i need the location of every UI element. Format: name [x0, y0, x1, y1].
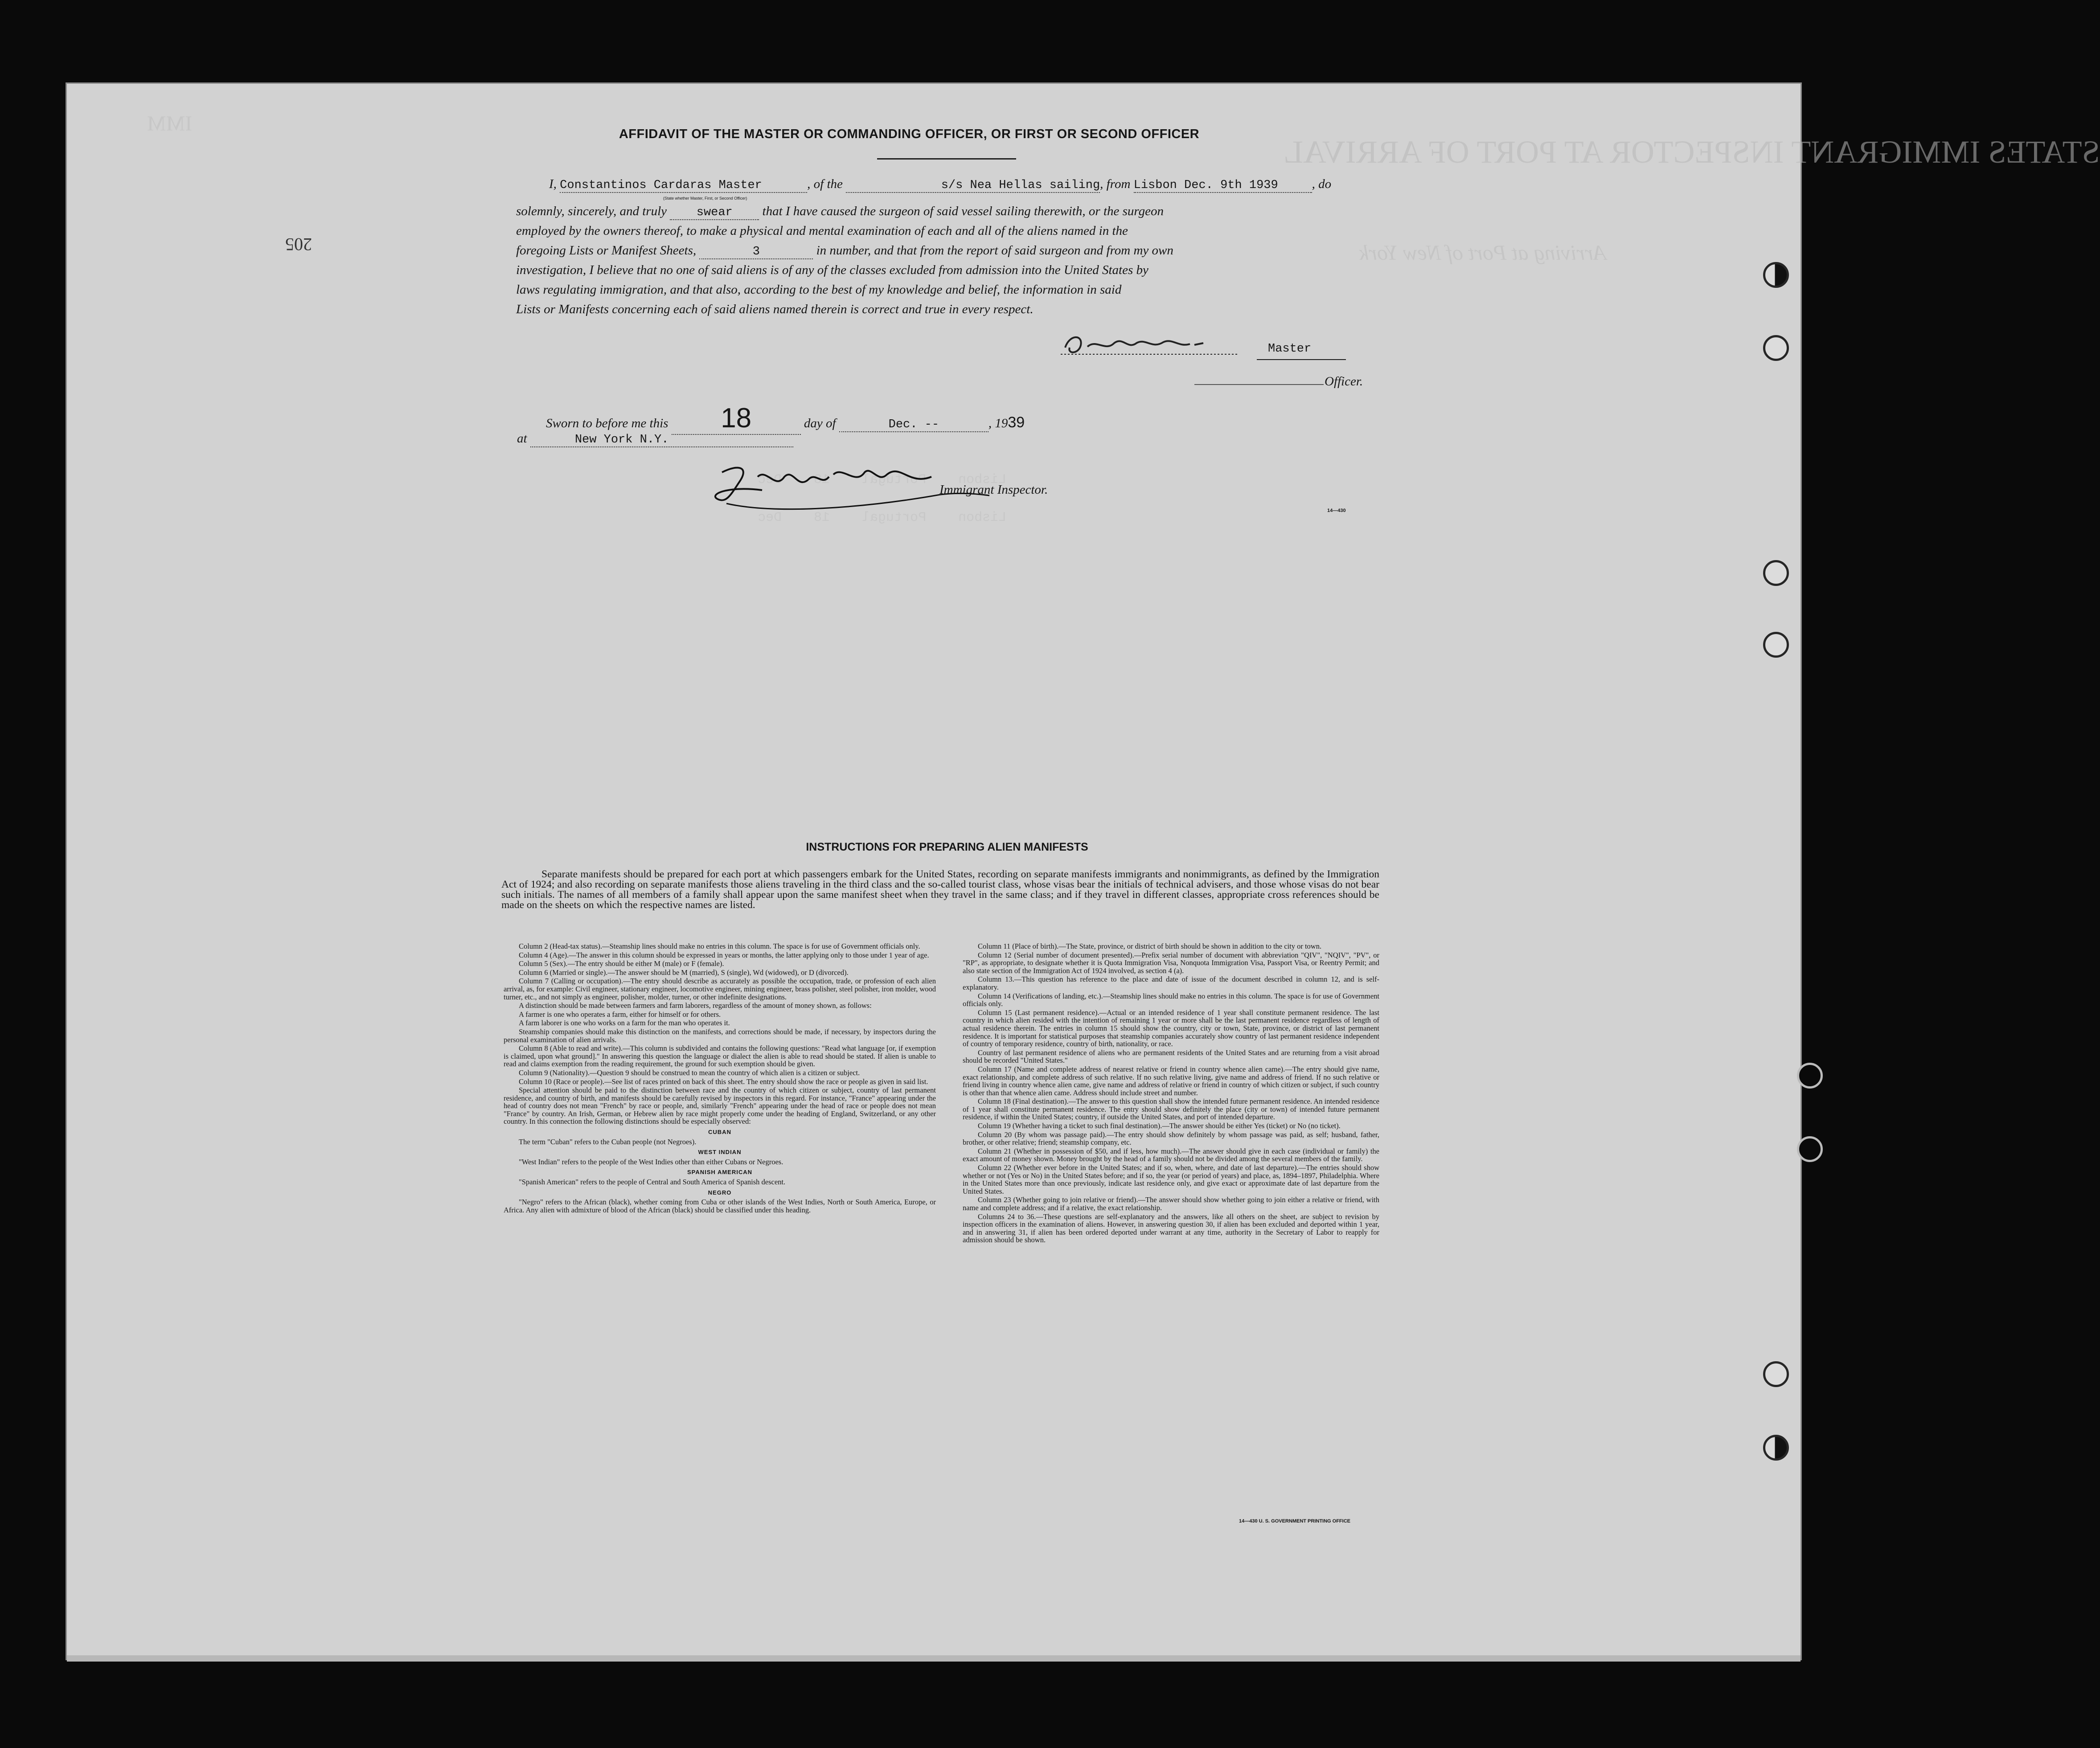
instruction-paragraph: Column 7 (Calling or occupation).—The entry should describe as accurately as possible the occupation, trade, or profession of each alien arrival, as, for example: Civil engineer, stationary engineer, locomotive engineer, mining engineer, brass polisher, steel polisher, iron molder, wood turner, etc., and not simply as engineer, polisher, molder, turner, or other indefinite designations.: [504, 977, 936, 1001]
instruction-paragraph: Column 21 (Whether in possession of $50, and if less, how much).—The answer should give in each case (individual or family) the exact amount of money shown. Money brought by the head of a family should not be divided among the several members of the family.: [963, 1146, 1379, 1163]
affidavit-line-4: foregoing Lists or Manifest Sheets, 3 in number, and that from the report of said surgeon and from my own: [516, 243, 1173, 258]
sheet-count-field: 3: [699, 245, 813, 259]
binder-hole: [1797, 1063, 1823, 1089]
officer-label: Officer.: [1325, 374, 1363, 389]
sworn-year: 39: [1008, 414, 1025, 431]
affidavit-form-number: 14—430: [1327, 508, 1346, 513]
bleedthrough-left-heading: IMM: [147, 112, 193, 135]
instruction-paragraph: Column 14 (Verifications of landing, etc.).—Steamship lines should make no entries in this column. The space is for use of Government officials only.: [963, 991, 1379, 1008]
instruction-paragraph: "Spanish American" refers to the people of Central and South America of Spanish descent.: [519, 1178, 786, 1187]
instruction-paragraph: Column 6 (Married or single).—The answer should be M (married), S (single), Wd (widowed), or D (divorced).: [519, 968, 849, 977]
instruction-paragraph: Column 13.—This question has reference to the place and date of issue of the document described in column 12, and is self-explanatory.: [963, 975, 1379, 991]
spanish-american-heading: SPANISH AMERICAN: [687, 1169, 752, 1176]
instruction-paragraph: Column 23 (Whether going to join relative or friend).—The answer should show whether going to join either a relative or friend, with name and complete address; and if a relative, the exact relationship.: [963, 1195, 1379, 1212]
binder-hole: [1763, 632, 1789, 658]
vessel-field: s/s Nea Hellas sailing: [846, 179, 1100, 193]
instruction-paragraph: Column 4 (Age).—The answer in this column should be expressed in years or months, the latter applying only to those under 1 year of age.: [519, 950, 929, 959]
instructions-left-column: [504, 942, 936, 1215]
instruction-paragraph: The term "Cuban" refers to the Cuban people (not Negroes).: [519, 1137, 697, 1146]
instruction-paragraph: "West Indian" refers to the people of the West Indies other than either Cubans or Negroes.: [519, 1157, 783, 1166]
cuban-heading: CUBAN: [708, 1129, 731, 1136]
instruction-paragraph: Column 20 (By whom was passage paid).—The entry should show definitely by whom passage was paid, as self; husband, father, brother, or other relative; friend; steamship company, etc.: [963, 1130, 1379, 1147]
instructions-title: INSTRUCTIONS FOR PREPARING ALIEN MANIFESTS: [806, 841, 1088, 853]
place-line: at New York N.Y.: [517, 431, 793, 447]
binder-hole: [1763, 262, 1789, 288]
instruction-paragraph: Special attention should be paid to the distinction between race and the country of which citizen or subject, country of last permanent residence, and country of birth, and manifests should be carefully revised by inspectors in this regard. For instance, "France" appearing under the head of country does not mean "French" by race or people, and, similarly "French" appearing under the head of race or people does not mean "France" by country. An Irish, German, or Hebrew alien by race might properly come under the heading of England, Switzerland, or any other country. In this connection the following distinctions should be especially observed:: [504, 1086, 936, 1126]
bleedthrough-heading: STATES IMMIGRANT INSPECTOR AT PORT OF ARRIVAL: [1284, 134, 2100, 170]
affidavit-title: AFFIDAVIT OF THE MASTER OR COMMANDING OFFICER, OR FIRST OR SECOND OFFICER: [619, 127, 1200, 141]
affidavit-line-3: employed by the owners thereof, to make a physical and mental examination of each and all of the aliens named in the: [516, 224, 1128, 238]
instructions-right-column: [963, 942, 1379, 1245]
stacked-page-edge: [67, 1655, 1801, 1662]
oath-field: swear: [670, 206, 759, 220]
sworn-month-field: Dec. --: [839, 418, 988, 432]
name-field-hint: (State whether Master, First, or Second Officer): [663, 196, 747, 201]
affidavit-line-7: Lists or Manifests concerning each of said aliens named therein is correct and true in every respect.: [516, 302, 1034, 316]
binder-hole: [1763, 560, 1789, 586]
sworn-day-field: 18: [672, 402, 801, 435]
binder-hole: [1797, 1136, 1823, 1162]
bleedthrough-subheading: Arriving at Port of New York: [1359, 241, 1607, 265]
instruction-paragraph: Column 9 (Nationality).—Question 9 should be construed to mean the country of which alien is a citizen or subject.: [519, 1068, 860, 1077]
binder-hole: [1763, 1435, 1789, 1461]
inspector-label: Immigrant Inspector.: [939, 483, 1048, 497]
master-signature: [1056, 330, 1243, 361]
officer-line: [1194, 384, 1324, 385]
signature-title: Master: [1268, 342, 1312, 356]
binder-hole: [1763, 335, 1789, 361]
sworn-line: Sworn to before me this 18 day of Dec. -- , 1939: [546, 402, 1025, 435]
instruction-paragraph: Column 5 (Sex).—The entry should be either M (male) or F (female).: [519, 959, 724, 968]
instruction-paragraph: Country of last permanent residence of aliens who are permanent residents of the United States and are returning from a visit abroad should be recorded "United States.": [963, 1048, 1379, 1065]
instruction-paragraph: Columns 24 to 36.—These questions are self-explanatory and the answers, like all others on the sheet, are subject to revision by inspection officers in the examination of aliens. However, in answering question 30, if alien has been excluded and deported within 1 year, and in answering 31, if alien has been ordered deported under warrant at any time, authority in the Secretary of Labor to reapply for admission should be shown.: [963, 1212, 1379, 1244]
instruction-paragraph: A distinction should be made between farmers and farm laborers, regardless of the amount of money shown, as follows:: [519, 1001, 872, 1010]
affidavit-line-1: I, Constantinos Cardaras Master , of the s/s Nea Hellas sailing, from Lisbon Dec. 9th 1939 , do: [549, 177, 1332, 192]
instruction-paragraph: Column 2 (Head-tax status).—Steamship lines should make no entries in this column. The space is for use of Government officials only.: [519, 942, 920, 950]
west-indian-heading: WEST INDIAN: [698, 1149, 742, 1156]
instruction-paragraph: "Negro" refers to the African (black), whether coming from Cuba or other islands of the West Indies, North or South America, Europe, or Africa. Any alien with admixture of blood of the African (black) should be classified under this heading.: [504, 1198, 936, 1214]
binder-hole: [1763, 1361, 1789, 1387]
instruction-paragraph: Column 11 (Place of birth).—The State, province, or district of birth should be shown in addition to the city or town.: [978, 942, 1322, 950]
instruction-paragraph: Steamship companies should make this distinction on the manifests, and corrections should be made, if necessary, by inspectors during the personal examination of alien arrivals.: [504, 1027, 936, 1044]
margin-mark: 205: [285, 234, 312, 254]
negro-heading: NEGRO: [708, 1189, 732, 1196]
instructions-intro: Separate manifests should be prepared for each port at which passengers embark for the United States, recording on separate manifests immigrants and nonimmigrants, as defined by the Immigration Act of 1924; and also recording on separate manifests those aliens traveling in the third class and the so-called tourist class, whose visas bear the initials of technical advisers, and those whose visas do not bear such initials. The names of all members of a family shall appear upon the same manifest sheet when they travel in the same class; and if they travel in different classes, appropriate cross references should be made on the sheets on which the respective names are listed.: [501, 868, 1379, 911]
affidavit-line-2: solemnly, sincerely, and truly swear that I have caused the surgeon of said vessel sailing therewith, or the surgeon: [516, 204, 1164, 219]
instruction-paragraph: Column 22 (Whether ever before in the United States; and if so, when, where, and date of last departure).—The entries should show whether or not (Yes or No) in the United States before; and if so, the year (or period of years) and place, as, 1894–1897, Philadelphia. Where in the United States more than once previously, indicate last residence only, and give exact or approximate date of last departure from the United States.: [963, 1163, 1379, 1195]
instruction-paragraph: Column 18 (Final destination).—The answer to this question shall show the intended future permanent residence. An intended residence of 1 year shall constitute permanent residence. The entry should show definitely the place (city or town) of intended future permanent residence, if within the United States; country, if outside the United States, and port of intended departure.: [963, 1097, 1379, 1122]
instruction-paragraph: Column 10 (Race or people).—See list of races printed on back of this sheet. The entry should show the race or people as given in said list.: [519, 1077, 928, 1086]
signature-line: [1257, 359, 1346, 360]
instruction-paragraph: Column 15 (Last permanent residence).—Actual or an intended residence of 1 year shall constitute permanent residence. The last country in which alien resided with the intention of remaining 1 year or more shall be the last permanent residence regardless of length of actual residence therein. The entries in column 15 should show the country, city or town, State, province, or district of last permanent residence. It is important for statistical purposes that steamship companies accurately show country of last permanent residence independent of country of temporary residence, country of birth, nationality, or race.: [963, 1008, 1379, 1048]
instruction-paragraph: Column 17 (Name and complete address of nearest relative or friend in country whence alien came).—The entry should give name, exact relationship, and complete address of such relative. If no such relative living, give name and address of friend. If no such relative or friend living in country whence alien came, give name and address of relative or friend in country of which citizen or subject, if such country is other than that whence alien came. Address should include street and number.: [963, 1064, 1379, 1097]
place-field: New York N.Y.: [530, 433, 793, 447]
bleedthrough-row-text: Lisbon Portugal 18 Dec: [758, 510, 1007, 525]
instruction-paragraph: Column 8 (Able to read and write).—This column is subdivided and contains the following questions: "Read what language [or, if exemption is claimed, upon what ground]." In answering this question the language or dialect the alien is able to read should be stated. If alien is unable to read and claims exemption from the reading requirement, the ground for such exemption should be given.: [504, 1044, 936, 1068]
instruction-paragraph: A farm laborer is one who works on a farm for the man who operates it.: [519, 1019, 730, 1028]
master-name-field: Constantinos Cardaras Master: [560, 179, 807, 193]
instruction-paragraph: Column 19 (Whether having a ticket to such final destination).—The answer should be either Yes (ticket) or No (no ticket).: [978, 1122, 1341, 1130]
affidavit-line-6: laws regulating immigration, and that also, according to the best of my knowledge and belief, the information in said: [516, 282, 1122, 297]
affidavit-line-5: investigation, I believe that no one of said aliens is of any of the classes excluded from admission into the United States by: [516, 263, 1148, 277]
bleedthrough-row-text: Lisbon Portugal 18 Dec: [758, 472, 1007, 487]
instruction-paragraph: Column 12 (Serial number of document presented).—Prefix serial number of document with abbreviation "QIV", "NQIV", "PV", or "RP", as appropriate, to designate whether it is Quota Immigration Visa, Nonquota Immigration Visa, Passport Visa, or Reentry Permit; and also state section of the Immigration Act of 1924 involved, as section 4 (a).: [963, 950, 1379, 975]
instructions-footer: 14—430 U. S. GOVERNMENT PRINTING OFFICE: [1239, 1519, 1350, 1524]
instruction-paragraph: A farmer is one who operates a farm, either for himself or for others.: [519, 1010, 721, 1019]
title-underline: [877, 158, 1016, 160]
departure-field: Lisbon Dec. 9th 1939: [1134, 179, 1312, 193]
